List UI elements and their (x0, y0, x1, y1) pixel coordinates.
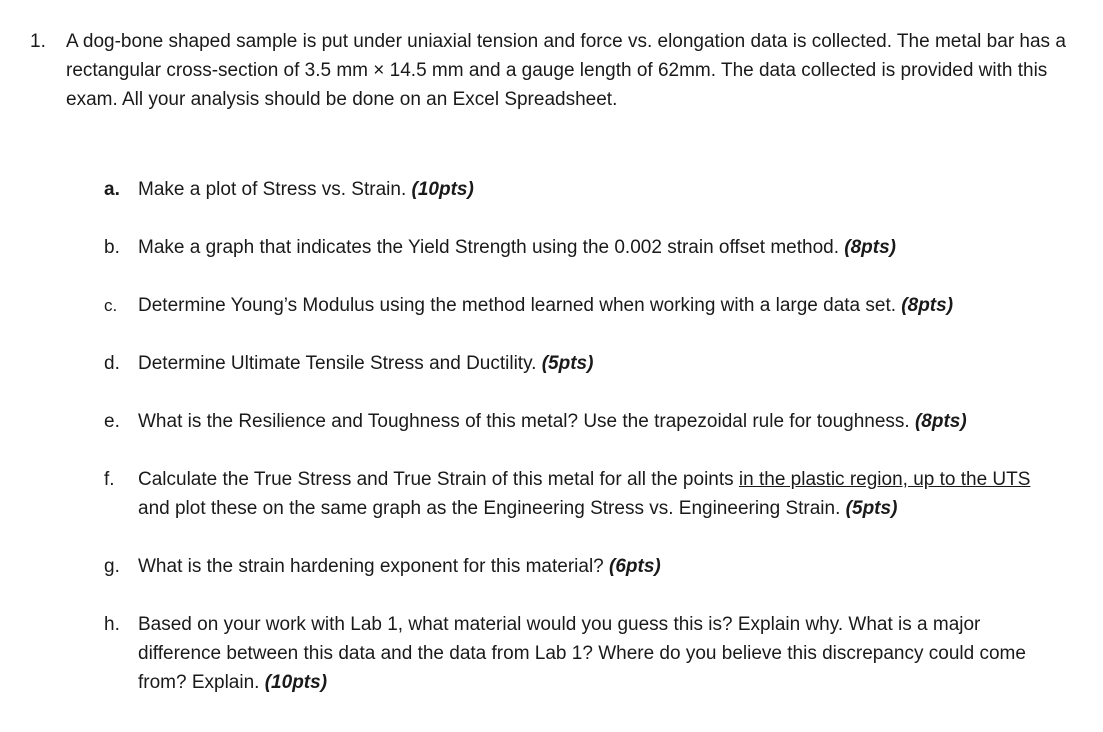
question-1 (30, 27, 1090, 114)
part-g-body: What is the strain hardening exponent for this material? (138, 556, 610, 577)
part-g-points: (6pts) (609, 556, 661, 577)
part-a-text (138, 175, 1064, 204)
question-number: 1. (30, 31, 46, 52)
part-d-points: (5pts) (541, 353, 594, 374)
part-a (104, 175, 1064, 204)
part-f-points: (5pts) (845, 498, 898, 519)
part-f-body-before: Calculate the True Stress and True Strain of this metal for all the points (138, 469, 739, 490)
part-c-text (138, 291, 1064, 320)
part-g-text (138, 552, 1064, 581)
part-e-text (138, 407, 1064, 436)
part-e-label: e. (104, 411, 120, 432)
part-e-body: What is the Resilience and Toughness of this metal? Use the trapezoidal rule for toughness. (138, 411, 915, 432)
part-c-body: Determine Young’s Modulus using the method learned when working with a large data set. (138, 295, 902, 316)
part-d-text (138, 349, 1064, 378)
part-f-text (138, 465, 1064, 523)
part-f-label: f. (104, 469, 115, 490)
part-h-text (138, 610, 1064, 697)
part-b-text (138, 233, 1064, 262)
part-d-body: Determine Ultimate Tensile Stress and Ductility. (138, 353, 542, 374)
part-b (104, 233, 1064, 262)
part-c-label: c. (104, 296, 118, 315)
part-h (104, 610, 1064, 697)
part-b-body: Make a graph that indicates the Yield Strength using the 0.002 strain offset method. (138, 237, 845, 258)
part-b-label: b. (104, 237, 120, 258)
part-e (104, 407, 1064, 436)
part-f-body-after: and plot these on the same graph as the Engineering Stress vs. Engineering Strain. (138, 498, 846, 519)
part-g (104, 552, 1064, 581)
part-h-body: Based on your work with Lab 1, what material would you guess this is? Explain why. What is a major difference between this data and the data from Lab 1? Where do you believe this discrepancy could come from? Explain. (138, 614, 1026, 693)
part-b-points: (8pts) (844, 237, 896, 258)
question-text: A dog-bone shaped sample is put under uniaxial tension and force vs. elongation data is collected. The metal bar has a rectangular cross-section of 3.5 mm × 14.5 mm and a gauge length of 62mm. The data collected is provided with this exam. All your analysis should be done on an Excel Spreadsheet. (66, 31, 1066, 110)
part-g-label: g. (104, 556, 120, 577)
part-a-label: a. (104, 179, 120, 200)
part-d-label: d. (104, 353, 120, 374)
part-h-label: h. (104, 614, 120, 635)
part-e-points: (8pts) (914, 411, 967, 432)
part-a-body: Make a plot of Stress vs. Strain. (138, 179, 412, 200)
part-c-points: (8pts) (901, 295, 954, 316)
part-f-underlined-text: in the plastic region, up to the UTS (738, 469, 1031, 490)
part-c (104, 291, 1064, 320)
part-d (104, 349, 1064, 378)
part-h-points: (10pts) (264, 672, 328, 693)
part-f (104, 465, 1064, 523)
part-a-points: (10pts) (411, 179, 474, 200)
